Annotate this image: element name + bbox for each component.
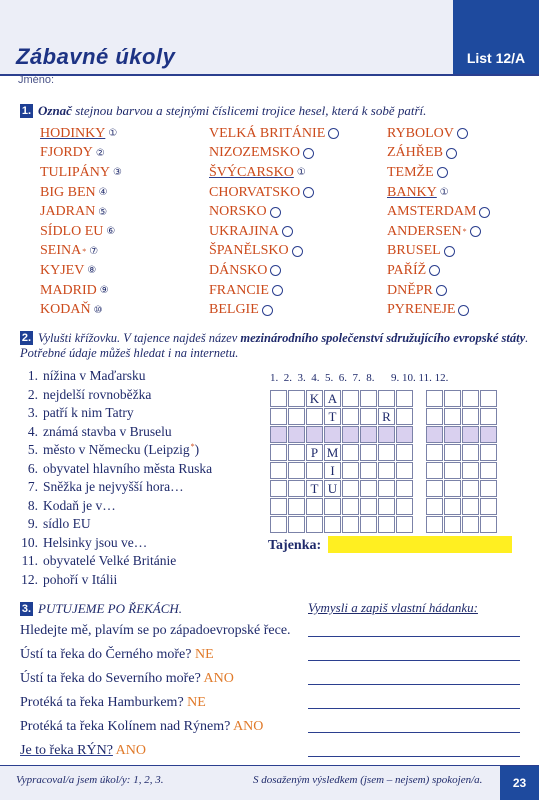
- clue-item: [18, 442, 212, 461]
- word-text: PYRENEJE: [387, 302, 456, 318]
- word-item: [209, 183, 339, 203]
- word-text: SÍDLO EU: [40, 223, 104, 239]
- crossword-cell[interactable]: [360, 444, 377, 461]
- crossword-cell[interactable]: P: [306, 444, 323, 461]
- crossword-cell[interactable]: [444, 462, 461, 479]
- riddle-answer: NE: [194, 647, 214, 662]
- clue-item: [18, 424, 212, 443]
- clue-text: patří k nim Tatry: [43, 405, 134, 420]
- word-text: KODAŇ: [40, 302, 91, 318]
- crossword-cell[interactable]: [396, 516, 413, 533]
- crossword-cell[interactable]: [444, 426, 461, 443]
- clue-text: obyvatelé Velké Británie: [43, 553, 177, 568]
- clue-number: 7.: [27, 479, 38, 494]
- riddle-question: Hledejte mě, plavím se po západoevropské řece.: [20, 623, 291, 638]
- word-item: [387, 183, 490, 203]
- ex2-text-bold: mezinárodního společenství sdružujícího evropské státy: [240, 331, 526, 345]
- riddle-question: Ústí ta řeka do Severního moře?: [20, 671, 201, 686]
- page-number: 23: [500, 766, 539, 800]
- ex3-number: 3.: [21, 603, 32, 615]
- word-item: [209, 222, 339, 242]
- clue-text: obyvatel hlavního města Ruska: [43, 460, 213, 476]
- riddle-line: [20, 695, 206, 711]
- crossword-cell[interactable]: [462, 426, 479, 443]
- ex1-column-1: [40, 124, 122, 320]
- number-mark: ①: [108, 128, 118, 140]
- crossword-cell[interactable]: [396, 480, 413, 497]
- clue-number: 12.: [21, 571, 38, 587]
- crossword-cell[interactable]: [270, 408, 287, 425]
- word-item: [387, 242, 490, 262]
- clue-number: 10.: [21, 534, 38, 550]
- clue-item: [18, 535, 212, 554]
- write-line[interactable]: [308, 684, 520, 685]
- clue-item: [18, 572, 212, 591]
- crossword-cell[interactable]: [480, 516, 497, 533]
- word-text: PAŘÍŽ: [387, 262, 427, 278]
- clue-text: známá stavba v Bruselu: [43, 423, 172, 439]
- clue-text: nížina v Maďarsku: [43, 368, 146, 383]
- word-text: BRUSEL: [387, 243, 441, 259]
- header-divider: [0, 74, 539, 76]
- crossword-cell[interactable]: [378, 480, 395, 497]
- word-text: BIG BEN: [40, 184, 96, 200]
- crossword-cell[interactable]: [462, 444, 479, 461]
- clue-text: sídlo EU: [43, 516, 91, 531]
- word-item: [387, 202, 490, 222]
- crossword-cell[interactable]: [396, 426, 413, 443]
- word-text: AMSTERDAM: [387, 204, 477, 220]
- tajenka-label: Tajenka:: [268, 538, 322, 553]
- riddle-answer: ANO: [203, 671, 234, 686]
- ex1-instr-bold: Označ: [38, 103, 72, 118]
- footnote-asterisk: *: [190, 442, 195, 451]
- word-item: [40, 300, 122, 320]
- clue-item: [18, 387, 212, 406]
- clue-text: město v Německu (Leipzig: [43, 442, 190, 457]
- crossword-cell[interactable]: [288, 480, 305, 497]
- ex2-instruction: [20, 331, 530, 361]
- word-item: [209, 144, 339, 164]
- number-mark: ④: [98, 187, 108, 199]
- crossword-cell[interactable]: [480, 462, 497, 479]
- number-mark: ⑦: [89, 245, 99, 257]
- word-text: DNĚPR: [387, 282, 433, 298]
- crossword-cell[interactable]: [306, 498, 323, 515]
- word-text: ŠVÝCARSKO: [209, 164, 294, 180]
- number-mark: ⑨: [99, 285, 109, 297]
- riddle-answer: ANO: [115, 743, 146, 758]
- word-item: [387, 261, 490, 281]
- number-mark: ②: [95, 147, 105, 159]
- crossword-cell[interactable]: [462, 462, 479, 479]
- riddle-line: [20, 623, 291, 639]
- crossword-cell[interactable]: [480, 426, 497, 443]
- word-text: ANDERSEN: [387, 223, 462, 239]
- write-line[interactable]: [308, 660, 520, 661]
- riddle-line: [20, 671, 234, 687]
- word-item: [209, 261, 339, 281]
- word-text: RYBOLOV: [387, 125, 454, 141]
- empty-circle-icon[interactable]: [429, 265, 440, 276]
- crossword-cell[interactable]: [396, 444, 413, 461]
- crossword-cell[interactable]: [462, 516, 479, 533]
- clue-text: Helsinky jsou ve…: [43, 534, 148, 550]
- word-text: SEINA: [40, 243, 82, 259]
- page-title: Zábavné úkoly: [16, 44, 176, 69]
- crossword-cell[interactable]: [288, 498, 305, 515]
- clue-number: 1.: [27, 368, 38, 383]
- word-item: [387, 144, 490, 164]
- crossword-cell[interactable]: [480, 408, 497, 425]
- riddle-answer: NE: [187, 695, 206, 710]
- empty-circle-icon[interactable]: [436, 285, 447, 296]
- crossword-cell[interactable]: [480, 444, 497, 461]
- invent-riddle-label: Vymysli a zapiš vlastní hádanku:: [308, 600, 478, 615]
- ex1-column-2: [209, 124, 339, 320]
- crossword-cell[interactable]: [270, 480, 287, 497]
- empty-circle-icon[interactable]: [444, 246, 455, 257]
- crossword-cell[interactable]: [270, 390, 287, 407]
- word-item: [40, 261, 122, 281]
- word-text: TULIPÁNY: [40, 164, 110, 180]
- clue-number: 9.: [27, 516, 38, 531]
- crossword-cell[interactable]: [480, 498, 497, 515]
- crossword-cell[interactable]: [360, 516, 377, 533]
- empty-circle-icon[interactable]: [303, 187, 314, 198]
- crossword-cell[interactable]: [462, 480, 479, 497]
- crossword-cell[interactable]: [426, 462, 443, 479]
- crossword-cell[interactable]: [288, 408, 305, 425]
- word-item: [40, 124, 122, 144]
- empty-circle-icon[interactable]: [470, 226, 481, 237]
- word-text: ZÁHŘEB: [387, 145, 443, 161]
- crossword-cell[interactable]: [396, 462, 413, 479]
- word-text: ŠPANĚLSKO: [209, 243, 289, 259]
- word-item: [40, 202, 122, 222]
- crossword-cell[interactable]: [396, 408, 413, 425]
- crossword-cell[interactable]: A: [324, 390, 341, 407]
- empty-circle-icon[interactable]: [479, 207, 490, 218]
- riddle-question: Protéká ta řeka Kolínem nad Rýnem?: [20, 719, 231, 734]
- ex1-number: 1.: [21, 105, 32, 117]
- word-item: [387, 281, 490, 301]
- empty-circle-icon[interactable]: [457, 128, 468, 139]
- crossword-cell[interactable]: [288, 444, 305, 461]
- clue-number: 6.: [27, 460, 38, 476]
- word-text: MADRID: [40, 282, 97, 298]
- empty-circle-icon[interactable]: [292, 246, 303, 257]
- crossword-cell[interactable]: [324, 426, 341, 443]
- word-item: [40, 242, 122, 262]
- crossword-cell[interactable]: [342, 480, 359, 497]
- word-text: DÁNSKO: [209, 262, 268, 278]
- crossword-cell[interactable]: [360, 480, 377, 497]
- crossword-cell[interactable]: [270, 426, 287, 443]
- tajenka-answer-field[interactable]: [328, 536, 512, 553]
- word-item: [40, 281, 122, 301]
- word-item: [209, 163, 339, 183]
- crossword-cell[interactable]: [360, 390, 377, 407]
- ex1-column-3: [387, 124, 490, 320]
- ex2-text-part2: . Potřebné údaje můžeš hledat i na internetu.: [20, 331, 529, 360]
- riddle-answer: ANO: [233, 719, 264, 734]
- empty-circle-icon[interactable]: [446, 148, 457, 159]
- crossword-cell[interactable]: [342, 462, 359, 479]
- crossword-cell[interactable]: [270, 516, 287, 533]
- empty-circle-icon[interactable]: [262, 305, 273, 316]
- footnote-asterisk: *: [462, 227, 467, 237]
- crossword-cell[interactable]: [378, 462, 395, 479]
- clue-item: [18, 479, 212, 498]
- crossword-cell[interactable]: [270, 444, 287, 461]
- empty-circle-icon[interactable]: [458, 305, 469, 316]
- word-text: FRANCIE: [209, 282, 269, 298]
- ex3-heading: [20, 601, 182, 617]
- clue-text: nejdelší rovnoběžka: [43, 386, 152, 402]
- crossword-cell[interactable]: [342, 516, 359, 533]
- crossword-cell[interactable]: T: [306, 480, 323, 497]
- crossword-cell[interactable]: [426, 426, 443, 443]
- empty-circle-icon[interactable]: [272, 285, 283, 296]
- write-line[interactable]: [308, 756, 520, 757]
- empty-circle-icon[interactable]: [282, 226, 293, 237]
- crossword-cell[interactable]: [360, 426, 377, 443]
- crossword-cell[interactable]: [426, 480, 443, 497]
- clue-number: 5.: [27, 442, 38, 457]
- crossword-cell[interactable]: [444, 498, 461, 515]
- crossword-cell[interactable]: [360, 498, 377, 515]
- crossword-cell[interactable]: [462, 408, 479, 425]
- crossword-cell[interactable]: [270, 462, 287, 479]
- clue-item: [18, 516, 212, 535]
- word-text: CHORVATSKO: [209, 184, 301, 200]
- clue-text: Sněžka je nejvyšší hora…: [43, 479, 184, 494]
- crossword-cell[interactable]: [306, 462, 323, 479]
- word-text: KYJEV: [40, 262, 85, 278]
- riddle-question: Je to řeka RÝN?: [20, 743, 113, 758]
- footer-satisfaction: S dosaženým výsledkem (jsem – nejsem) spokojen/a.: [253, 774, 483, 786]
- crossword-cell[interactable]: [342, 426, 359, 443]
- clue-number: 2.: [27, 386, 38, 402]
- crossword-cell[interactable]: [426, 444, 443, 461]
- crossword-cell[interactable]: K: [306, 390, 323, 407]
- crossword-cell[interactable]: [378, 498, 395, 515]
- number-mark: ⑤: [98, 206, 108, 218]
- write-line[interactable]: [308, 708, 520, 709]
- crossword-cell[interactable]: [288, 462, 305, 479]
- crossword-cell[interactable]: [426, 390, 443, 407]
- crossword-cell[interactable]: [444, 480, 461, 497]
- crossword-cell[interactable]: [480, 480, 497, 497]
- clue-item: [18, 368, 212, 387]
- crossword-cell[interactable]: [462, 498, 479, 515]
- crossword-cell[interactable]: T: [324, 408, 341, 425]
- crossword-cell[interactable]: [270, 498, 287, 515]
- write-line[interactable]: [308, 732, 520, 733]
- crossword-cell[interactable]: [342, 408, 359, 425]
- word-item: [387, 124, 490, 144]
- number-mark: ①: [439, 187, 449, 199]
- crossword-cell[interactable]: [426, 408, 443, 425]
- crossword-cell[interactable]: [306, 516, 323, 533]
- empty-circle-icon[interactable]: [270, 265, 281, 276]
- sheet-tab: List 12/A: [453, 0, 539, 74]
- crossword-cell[interactable]: [396, 390, 413, 407]
- crossword-cell[interactable]: [342, 444, 359, 461]
- crossword-cell[interactable]: R: [378, 408, 395, 425]
- crossword-cell[interactable]: [480, 390, 497, 407]
- word-item: [209, 202, 339, 222]
- crossword-cell[interactable]: [288, 390, 305, 407]
- empty-circle-icon[interactable]: [303, 148, 314, 159]
- number-mark: ③: [113, 167, 122, 179]
- clue-number: 4.: [27, 423, 38, 439]
- word-text: NORSKO: [209, 204, 267, 220]
- word-item: [40, 144, 122, 164]
- word-item: [387, 163, 490, 183]
- crossword-cell[interactable]: [378, 390, 395, 407]
- clue-number: 11.: [21, 553, 38, 568]
- word-item: [209, 242, 339, 262]
- clue-item: [18, 461, 212, 480]
- crossword-cell[interactable]: I: [324, 462, 341, 479]
- ex2-text-part1: Vylušti křížovku. V tajence najdeš název: [38, 331, 241, 345]
- word-text: TEMŽE: [387, 164, 434, 180]
- crossword-cell[interactable]: [378, 426, 395, 443]
- ex2-number: 2.: [21, 332, 32, 344]
- word-text: NIZOZEMSKO: [209, 145, 300, 161]
- word-text: UKRAJINA: [209, 223, 279, 239]
- crossword-cell[interactable]: [306, 426, 323, 443]
- word-text: FJORDY: [40, 145, 93, 161]
- crossword-cell[interactable]: [462, 390, 479, 407]
- empty-circle-icon[interactable]: [437, 167, 448, 178]
- crossword-cell[interactable]: [378, 516, 395, 533]
- crossword-cell[interactable]: [378, 444, 395, 461]
- write-line[interactable]: [308, 636, 520, 637]
- crossword-cell[interactable]: [288, 516, 305, 533]
- crossword-cell[interactable]: [444, 444, 461, 461]
- word-text: BANKY: [387, 184, 437, 200]
- crossword-cell[interactable]: [426, 516, 443, 533]
- word-item: [209, 124, 339, 144]
- empty-circle-icon[interactable]: [270, 207, 281, 218]
- empty-circle-icon[interactable]: [328, 128, 339, 139]
- crossword-clues: [18, 368, 212, 590]
- ex1-instruction: [20, 103, 426, 119]
- crossword-cell[interactable]: [360, 408, 377, 425]
- crossword-column-numbers: 1. 2. 3. 4. 5. 6. 7. 8. 9. 10. 11. 12.: [270, 372, 449, 384]
- name-label: Jméno:: [18, 74, 55, 86]
- riddle-line: [20, 647, 214, 663]
- word-item: [40, 163, 122, 183]
- clue-item: [18, 405, 212, 424]
- ex3-heading-text: PUTUJEME PO ŘEKÁCH.: [38, 601, 183, 616]
- riddle-question: Ústí ta řeka do Černého moře?: [20, 647, 192, 662]
- clue-item: [18, 553, 212, 572]
- crossword-cell[interactable]: [324, 498, 341, 515]
- riddle-question: Protéká ta řeka Hamburkem?: [20, 695, 184, 710]
- footer-completed-tasks: Vypracoval/a jsem úkol/y: 1, 2, 3.: [16, 774, 164, 786]
- clue-text: pohoří v Itálii: [43, 571, 118, 587]
- word-item: [387, 300, 490, 320]
- crossword-cell[interactable]: [306, 408, 323, 425]
- word-item: [209, 281, 339, 301]
- clue-text-tail: ): [194, 442, 200, 457]
- number-mark: ⑥: [106, 226, 116, 238]
- word-text: VELKÁ BRITÁNIE: [209, 125, 326, 141]
- footnote-asterisk: *: [82, 246, 87, 256]
- clue-text: Kodaň je v…: [43, 497, 116, 513]
- word-text: HODINKY: [40, 125, 106, 141]
- clue-number: 8.: [27, 497, 38, 513]
- crossword-cell[interactable]: [360, 462, 377, 479]
- number-mark: ⑩: [93, 304, 103, 316]
- crossword-cell[interactable]: U: [324, 480, 341, 497]
- word-text: BELGIE: [209, 302, 259, 318]
- crossword-cell[interactable]: [444, 390, 461, 407]
- word-item: [40, 222, 122, 242]
- word-item: [40, 183, 122, 203]
- number-mark: ①: [296, 167, 306, 179]
- crossword-cell[interactable]: [444, 516, 461, 533]
- crossword-cell[interactable]: [426, 498, 443, 515]
- riddle-line: [20, 743, 146, 759]
- riddle-line: [20, 719, 263, 735]
- word-item: [387, 222, 490, 242]
- crossword-cell[interactable]: [342, 498, 359, 515]
- clue-number: 3.: [27, 405, 38, 420]
- number-mark: ⑧: [87, 265, 97, 277]
- crossword-cell[interactable]: [324, 516, 341, 533]
- word-item: [209, 300, 339, 320]
- crossword-cell[interactable]: [396, 498, 413, 515]
- crossword-cell[interactable]: [288, 426, 305, 443]
- crossword-cell[interactable]: [342, 390, 359, 407]
- crossword-cell[interactable]: M: [324, 444, 341, 461]
- word-text: JADRAN: [40, 204, 96, 220]
- crossword-cell[interactable]: [444, 408, 461, 425]
- ex1-instr-rest: stejnou barvou a stejnými číslicemi trojice hesel, která k sobě patří.: [71, 103, 427, 118]
- clue-item: [18, 498, 212, 517]
